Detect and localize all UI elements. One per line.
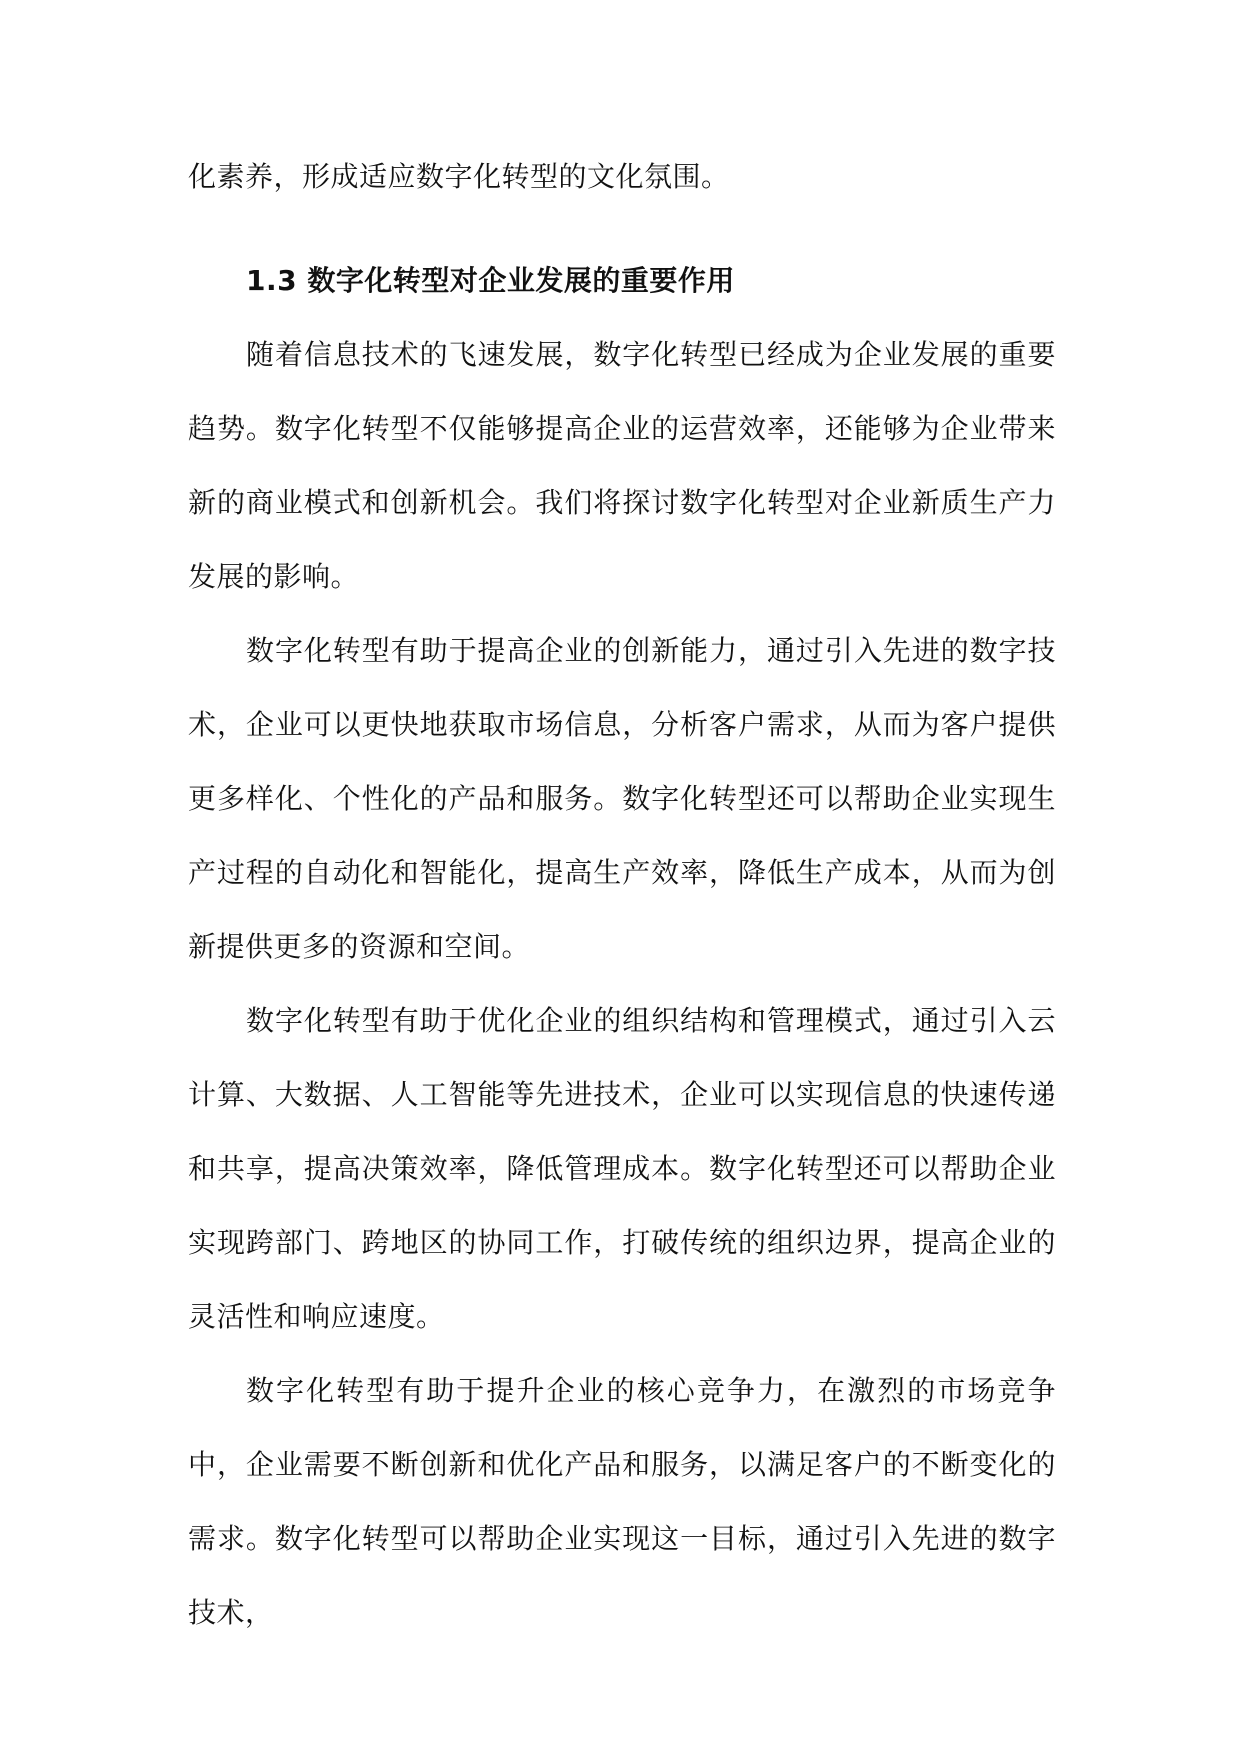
body-paragraph: 数字化转型有助于提升企业的核心竞争力，在激烈的市场竞争中，企业需要不断创新和优化产品和服务，以满足客户的不断变化的需求。数字化转型可以帮助企业实现这一目标，通过引入先进的数字技术， <box>188 1374 1056 1629</box>
body-paragraph: 数字化转型有助于优化企业的组织结构和管理模式，通过引入云计算、大数据、人工智能等先进技术，企业可以实现信息的快速传递和共享，提高决策效率，降低管理成本。数字化转型还可以帮助企业实现跨部门、跨地区的协同工作，打破传统的组织边界，提高企业的灵活性和响应速度。 <box>188 1004 1056 1333</box>
continuation-paragraph: 化素养，形成适应数字化转型的文化氛围。 <box>188 160 730 193</box>
section-heading: 1.3 数字化转型对企业发展的重要作用 <box>246 264 735 297</box>
body-paragraph: 数字化转型有助于提高企业的创新能力，通过引入先进的数字技术，企业可以更快地获取市场信息，分析客户需求，从而为客户提供更多样化、个性化的产品和服务。数字化转型还可以帮助企业实现生产过程的自动化和智能化，提高生产效率，降低生产成本，从而为创新提供更多的资源和空间。 <box>188 634 1056 963</box>
body-paragraph: 随着信息技术的飞速发展，数字化转型已经成为企业发展的重要趋势。数字化转型不仅能够提高企业的运营效率，还能够为企业带来新的商业模式和创新机会。我们将探讨数字化转型对企业新质生产力发展的影响。 <box>188 338 1056 593</box>
document-body <box>188 140 1056 1650</box>
